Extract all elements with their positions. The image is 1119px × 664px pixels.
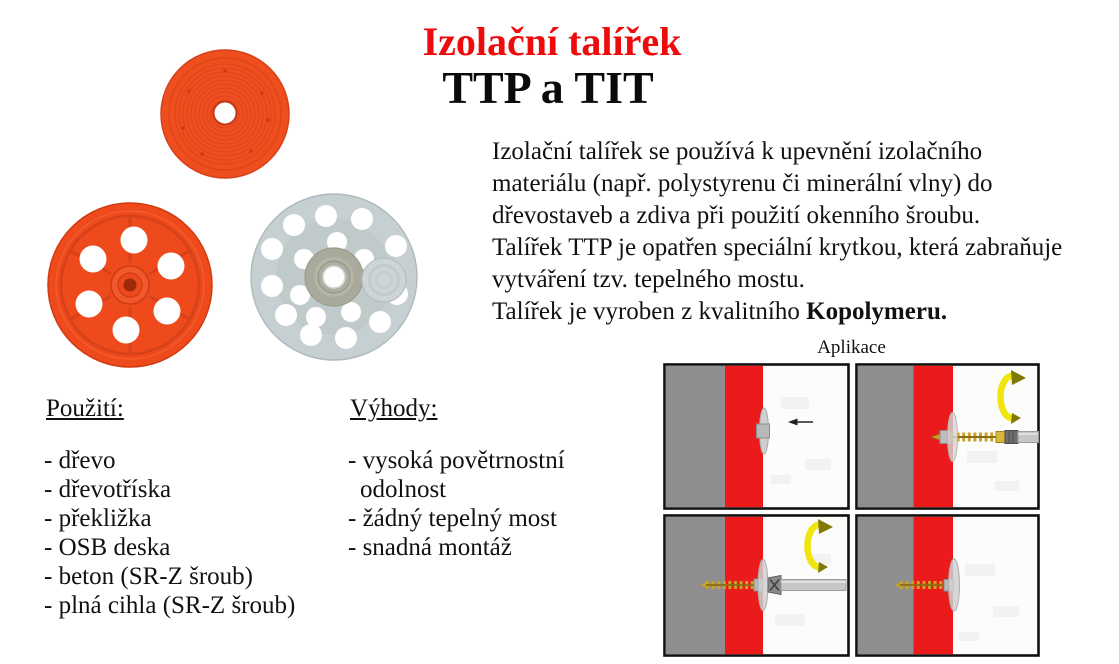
list-item: - OSB deska xyxy=(44,534,171,561)
intro-line: Izolační talířek se používá k upevnění izolačního xyxy=(492,138,983,165)
application-step-2-diagram xyxy=(855,363,1040,510)
list-item: - vysoká povětrnostní xyxy=(348,447,565,474)
intro-line: materiálu (např. polystyrenu či minerální vlny) do xyxy=(492,170,993,197)
material-name-bold: Kopolymeru. xyxy=(806,298,948,325)
insulation-washer-icon xyxy=(949,559,960,611)
usage-list xyxy=(44,446,295,620)
intro-line: dřevostaveb a zdiva při použití okenního šroubu. xyxy=(492,202,981,229)
screwdriver-icon xyxy=(1005,431,1039,444)
application-step-4-diagram xyxy=(855,514,1040,657)
page-title: Izolační talířek xyxy=(422,19,682,64)
insulation-washer-icon xyxy=(758,560,768,611)
intro-line-prefix: Talířek je vyroben z kvalitního xyxy=(492,298,807,325)
list-item: - překližka xyxy=(44,505,152,532)
tit-plate-photo xyxy=(248,190,420,364)
insulation-washer-icon xyxy=(948,413,958,462)
intro-paragraph xyxy=(492,136,1117,328)
application-step-1-diagram xyxy=(663,363,850,510)
benefits-list xyxy=(348,446,565,562)
list-item: - snadná montáž xyxy=(348,534,512,561)
intro-line xyxy=(492,296,1117,328)
list-item: - beton (SR-Z šroub) xyxy=(44,563,253,590)
page-subtitle: TTP a TIT xyxy=(442,62,654,113)
usage-heading: Použití: xyxy=(46,395,124,422)
application-label: Aplikace xyxy=(817,337,886,358)
list-item: - dřevo xyxy=(44,447,116,474)
list-item-wrap: odolnost xyxy=(360,476,447,503)
ttp-plate-back-photo xyxy=(45,200,215,370)
list-item: - žádný tepelný most xyxy=(348,505,557,532)
application-step-3-diagram xyxy=(663,514,850,657)
intro-line: vytváření tzv. tepelného mostu. xyxy=(492,266,805,293)
intro-line: Talířek TTP je opatřen speciální krytkou, která zabraňuje xyxy=(492,234,1063,261)
list-item: - plná cihla (SR-Z šroub) xyxy=(44,592,296,619)
ttp-cap-detail xyxy=(362,258,406,302)
benefits-heading: Výhody: xyxy=(350,395,438,422)
list-item: - dřevotříska xyxy=(44,476,172,503)
